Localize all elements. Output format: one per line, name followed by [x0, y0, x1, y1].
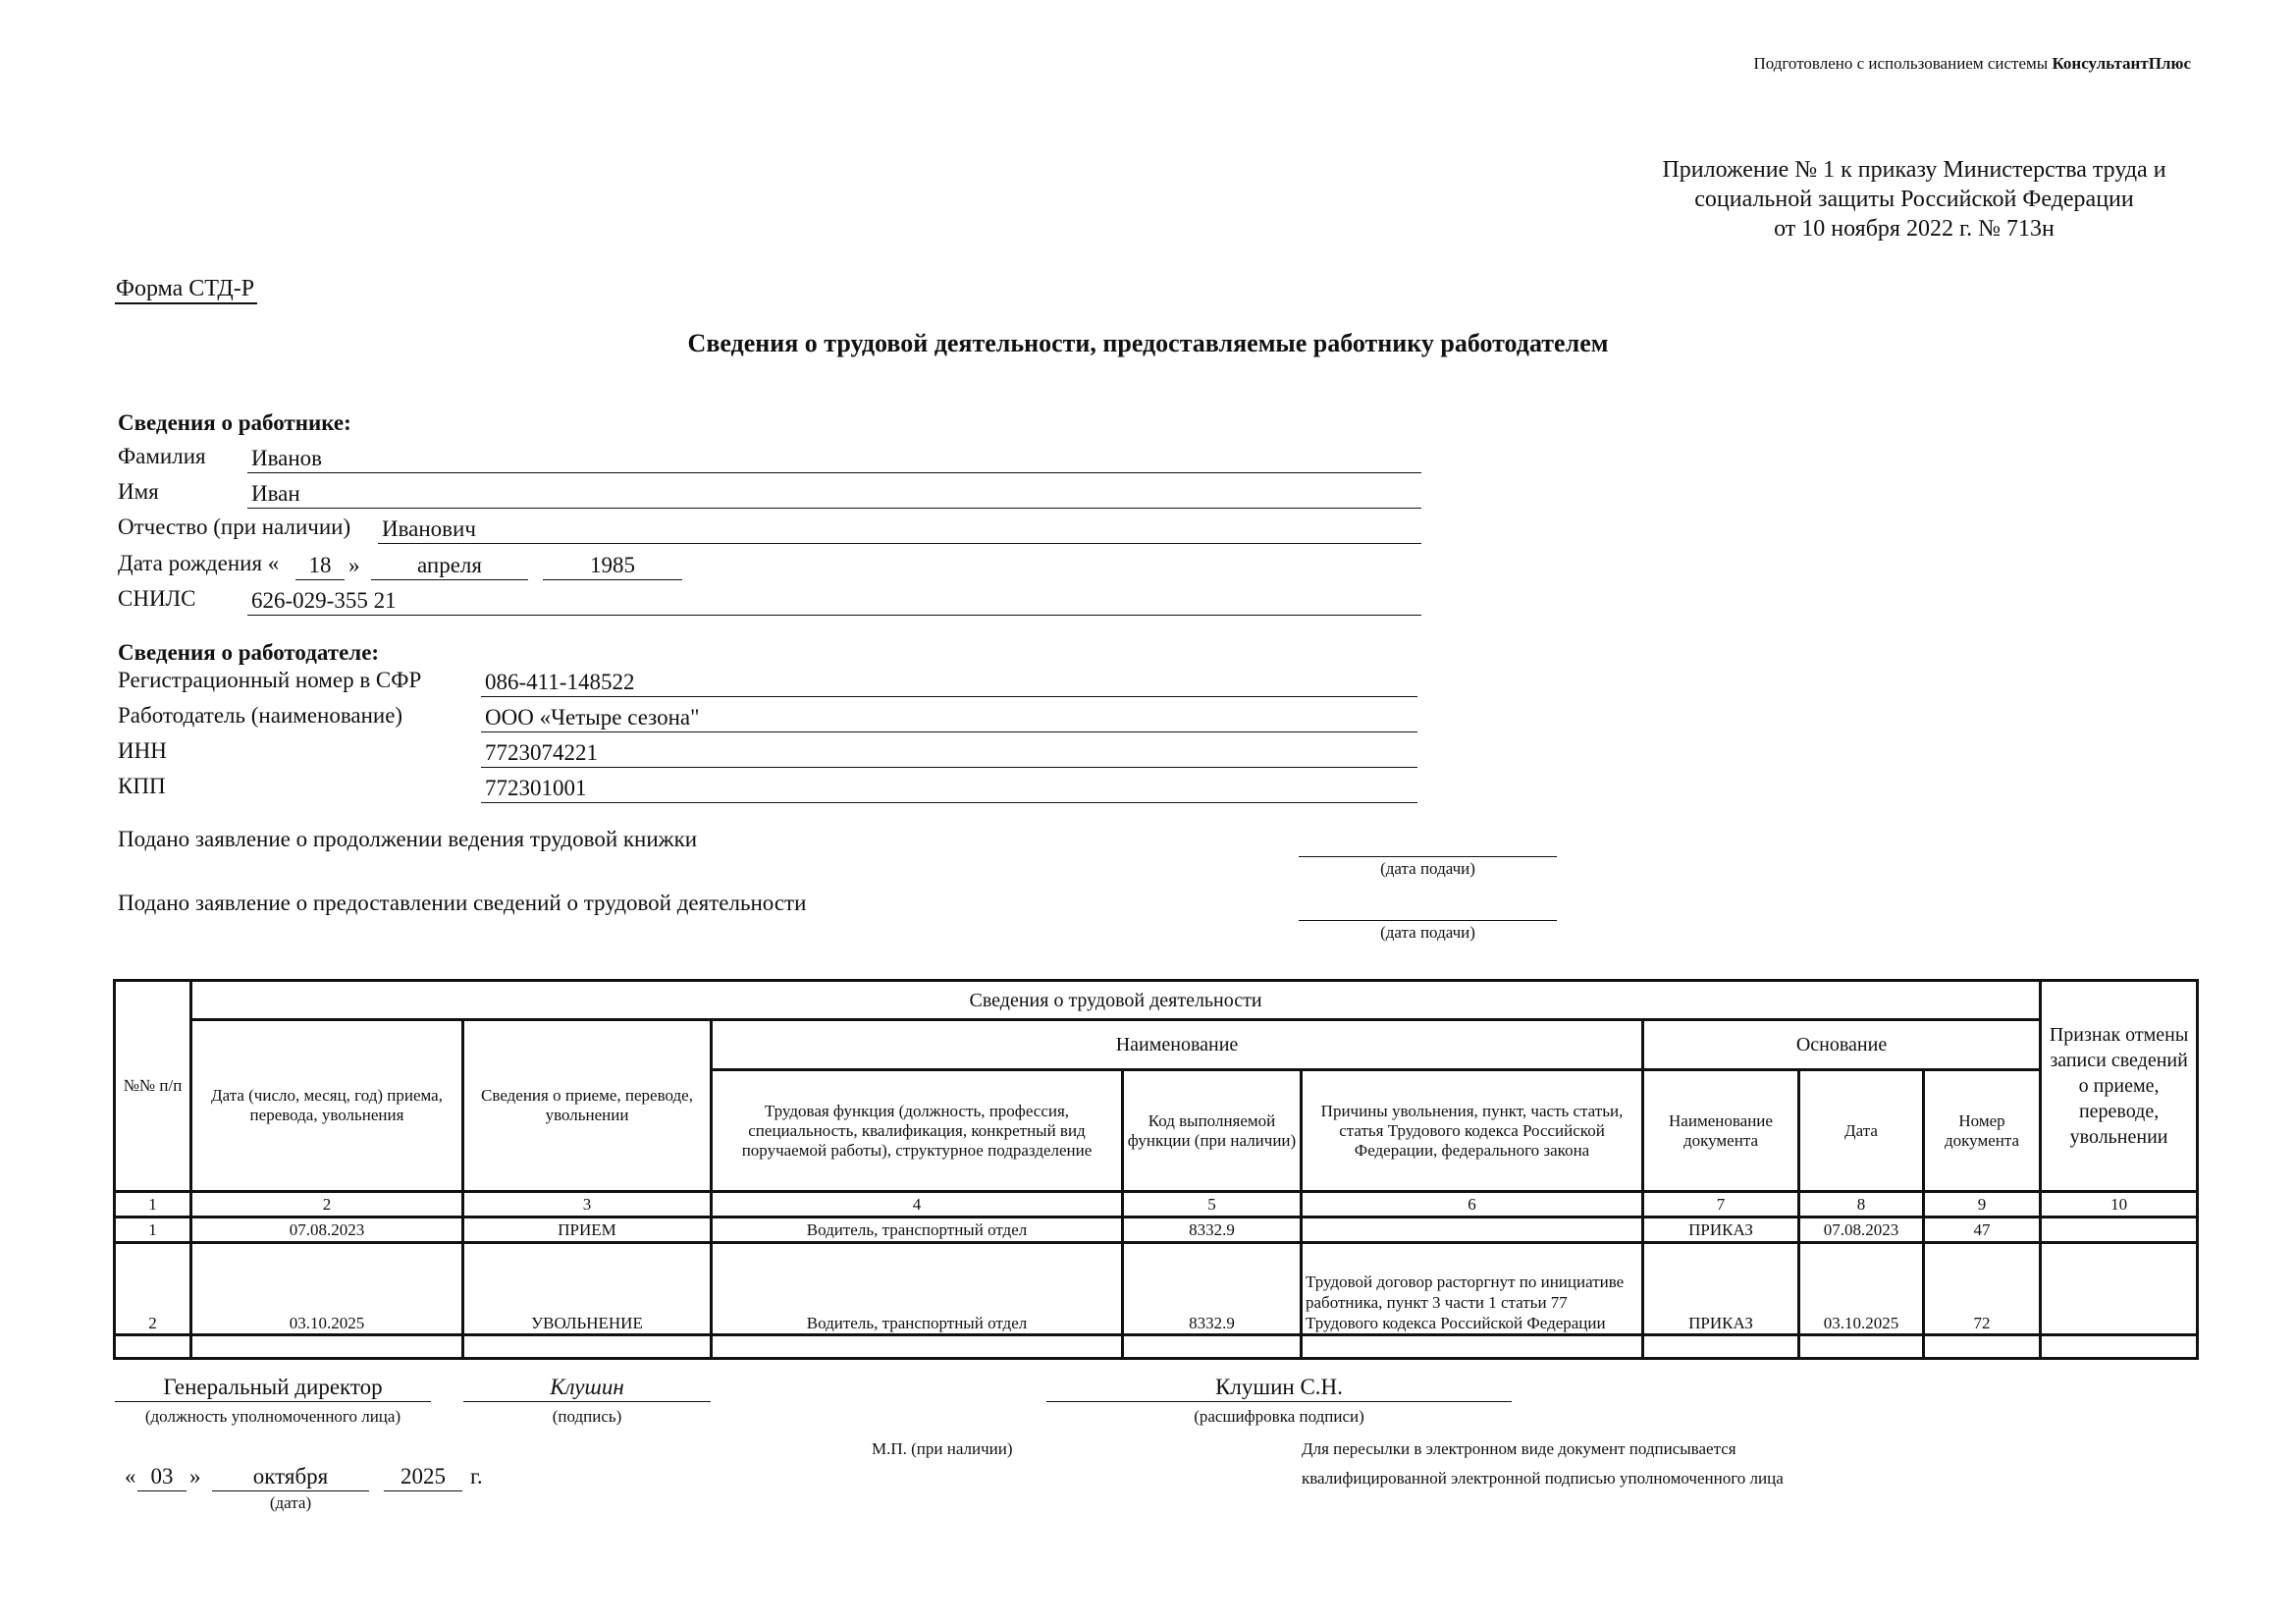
statement-provide-date-line	[1299, 892, 1557, 921]
sign-date-open: «	[125, 1464, 136, 1489]
inn-field: 7723074221	[481, 738, 1417, 768]
employee-heading: Сведения о работнике:	[118, 410, 351, 435]
column-number: 9	[1924, 1192, 2041, 1218]
name-label: Имя	[118, 479, 159, 504]
sign-date-month: октября	[212, 1462, 369, 1491]
appendix-line-1: Приложение № 1 к приказу Министерства труда и	[1662, 157, 2166, 183]
header-date: Дата (число, месяц, год) приема, перевода, увольнения	[191, 1020, 463, 1192]
row-date: 07.08.2023	[191, 1218, 463, 1243]
row-num: 1	[115, 1218, 191, 1243]
signer-signature-caption: (подпись)	[552, 1407, 622, 1426]
empty-cell	[1302, 1335, 1643, 1359]
empty-cell	[463, 1335, 712, 1359]
row-doc-num: 47	[1924, 1218, 2041, 1243]
header-group-main: Сведения о трудовой деятельности	[191, 981, 2041, 1020]
reg-number-label: Регистрационный номер в СФР	[118, 668, 422, 692]
column-number: 4	[712, 1192, 1123, 1218]
birth-day-close: »	[348, 553, 360, 577]
row-code: 8332.9	[1123, 1218, 1302, 1243]
prepared-brand: КонсультантПлюс	[2052, 54, 2191, 73]
row-date: 03.10.2025	[191, 1243, 463, 1335]
header-reason: Причины увольнения, пункт, часть статьи, статья Трудового кодекса Российской Федерации, федерального закона	[1302, 1070, 1643, 1192]
employer-name-field: ООО «Четыре сезона"	[481, 703, 1417, 732]
column-number: 2	[191, 1192, 463, 1218]
empty-cell	[712, 1335, 1123, 1359]
empty-cell	[1924, 1335, 2041, 1359]
header-doc-date: Дата	[1799, 1070, 1924, 1192]
table-row-empty	[115, 1335, 2198, 1359]
birth-date-label: Дата рождения «	[118, 551, 280, 575]
column-number: 8	[1799, 1192, 1924, 1218]
header-doc-num: Номер документа	[1924, 1070, 2041, 1192]
sign-date-caption: (дата)	[269, 1493, 312, 1512]
empty-cell	[115, 1335, 191, 1359]
header-code: Код выполняемой функции (при наличии)	[1123, 1070, 1302, 1192]
column-numbers-row	[115, 1192, 2198, 1218]
column-number: 3	[463, 1192, 712, 1218]
header-cancel: Признак отмены записи сведений о приеме, переводе, увольнении	[2041, 981, 2198, 1192]
row-reason	[1302, 1218, 1643, 1243]
appendix-line-2: социальной защиты Российской Федерации	[1694, 187, 2134, 212]
column-number: 6	[1302, 1192, 1643, 1218]
header-info: Сведения о приеме, переводе, увольнении	[463, 1020, 712, 1192]
empty-cell	[2041, 1335, 2198, 1359]
employer-heading: Сведения о работодателе:	[118, 640, 380, 665]
header-doc-name: Наименование документа	[1643, 1070, 1799, 1192]
snils-field: 626-029-355 21	[247, 586, 1421, 616]
header-row-2	[115, 1020, 2198, 1070]
birth-year-field: 1985	[543, 551, 682, 580]
labor-activity-table	[113, 979, 2199, 1360]
sign-date-year: 2025	[384, 1462, 462, 1491]
sign-date-day: 03	[137, 1462, 187, 1491]
prepared-note	[1753, 54, 2191, 74]
sign-date-close: »	[189, 1464, 201, 1489]
name-field: Иван	[247, 479, 1421, 509]
snils-label: СНИЛС	[118, 586, 196, 611]
header-num: №№ п/п	[115, 981, 191, 1192]
signer-position: Генеральный директор	[115, 1373, 431, 1402]
birth-month-field: апреля	[371, 551, 528, 580]
row-function: Водитель, транспортный отдел	[712, 1218, 1123, 1243]
empty-cell	[1123, 1335, 1302, 1359]
row-info: УВОЛЬНЕНИЕ	[463, 1243, 712, 1335]
stamp-note: М.П. (при наличии)	[872, 1439, 1013, 1458]
employer-name-label: Работодатель (наименование)	[118, 703, 403, 728]
document-title: Сведения о трудовой деятельности, предоставляемые работнику работодателем	[687, 329, 1609, 357]
electronic-note-line-1: Для пересылки в электронном виде документ подписывается	[1302, 1439, 1736, 1458]
row-doc-num: 72	[1924, 1243, 2041, 1335]
statement-continue-date-line	[1299, 828, 1557, 857]
row-info: ПРИЕМ	[463, 1218, 712, 1243]
column-number: 10	[2041, 1192, 2198, 1218]
appendix-block	[1492, 155, 2296, 244]
surname-label: Фамилия	[118, 444, 206, 468]
header-row-1	[115, 981, 2198, 1020]
signer-signature: Клушин	[463, 1373, 711, 1402]
patronymic-field: Иванович	[378, 514, 1421, 544]
signer-position-caption: (должность уполномоченного лица)	[144, 1407, 401, 1426]
row-doc-date: 03.10.2025	[1799, 1243, 1924, 1335]
inn-label: ИНН	[118, 738, 167, 763]
kpp-label: КПП	[118, 774, 166, 798]
empty-cell	[191, 1335, 463, 1359]
column-number: 5	[1123, 1192, 1302, 1218]
row-code: 8332.9	[1123, 1243, 1302, 1335]
birth-day-field: 18	[295, 551, 345, 580]
prepared-prefix: Подготовлено с использованием системы	[1753, 54, 2053, 73]
patronymic-label: Отчество (при наличии)	[118, 514, 351, 539]
form-name: Форма СТД-Р	[115, 275, 257, 304]
statement-continue-date-caption: (дата подачи)	[1380, 859, 1475, 878]
empty-cell	[1643, 1335, 1799, 1359]
column-number: 7	[1643, 1192, 1799, 1218]
header-group-basis: Основание	[1643, 1020, 2041, 1070]
row-cancel	[2041, 1218, 2198, 1243]
row-function: Водитель, транспортный отдел	[712, 1243, 1123, 1335]
kpp-field: 772301001	[481, 774, 1417, 803]
sign-date-year-suffix: г.	[470, 1464, 483, 1489]
row-doc-name: ПРИКАЗ	[1643, 1218, 1799, 1243]
table-row	[115, 1243, 2198, 1335]
appendix-line-3: от 10 ноября 2022 г. № 713н	[1774, 216, 2055, 242]
empty-cell	[1799, 1335, 1924, 1359]
row-reason: Трудовой договор расторгнут по инициативе работника, пункт 3 части 1 статьи 77 Трудового кодекса Российской Федерации	[1302, 1243, 1643, 1335]
statement-provide-info: Подано заявление о предоставлении сведений о трудовой деятельности	[118, 891, 807, 915]
header-group-name: Наименование	[712, 1020, 1643, 1070]
reg-number-field: 086-411-148522	[481, 668, 1417, 697]
row-doc-date: 07.08.2023	[1799, 1218, 1924, 1243]
row-num: 2	[115, 1243, 191, 1335]
signer-full-name-caption: (расшифровка подписи)	[1194, 1407, 1364, 1426]
signer-full-name: Клушин С.Н.	[1046, 1373, 1512, 1402]
column-number: 1	[115, 1192, 191, 1218]
surname-field: Иванов	[247, 444, 1421, 473]
statement-continue-book: Подано заявление о продолжении ведения трудовой книжки	[118, 827, 698, 851]
row-doc-name: ПРИКАЗ	[1643, 1243, 1799, 1335]
header-function: Трудовая функция (должность, профессия, специальность, квалификация, конкретный вид поручаемой работы), структурное подразделение	[712, 1070, 1123, 1192]
statement-provide-date-caption: (дата подачи)	[1380, 923, 1475, 942]
row-cancel	[2041, 1243, 2198, 1335]
table-row	[115, 1218, 2198, 1243]
electronic-note-line-2: квалифицированной электронной подписью уполномоченного лица	[1302, 1469, 1784, 1488]
